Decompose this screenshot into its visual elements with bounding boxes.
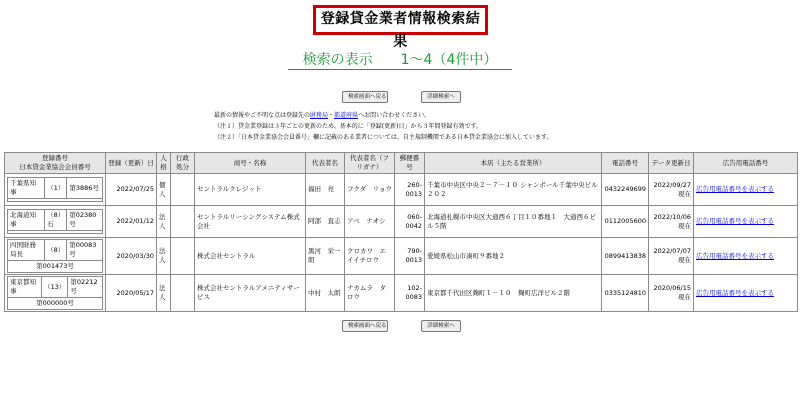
back-to-search-button-bottom[interactable]: 検索画面へ戻る: [342, 320, 388, 332]
table-row: [5, 238, 798, 275]
reg-number-cell: [5, 275, 106, 312]
admin-action: [171, 206, 195, 238]
table-row: [5, 174, 798, 206]
data-updated-date: 2022/10/06 現在: [649, 206, 694, 238]
ad-phone-cell: [694, 238, 798, 275]
header-updated: データ更新日: [649, 153, 694, 174]
ad-phone-cell: [694, 174, 798, 206]
phone-number: 0335124810: [602, 275, 649, 312]
reg-renewal: （8）: [45, 240, 67, 261]
entity-type: 法人: [157, 206, 171, 238]
reg-number-cell: [5, 174, 106, 206]
assoc-number: [8, 199, 103, 202]
header-representative: 代表者名: [306, 153, 345, 174]
company-name: 株式会社セントラル: [195, 238, 306, 275]
phone-number: 0899413838: [602, 238, 649, 275]
header-ad-phone: 広告用電話番号: [694, 153, 798, 174]
notes-line-2: （注１）貸金業登録は３年ごとの更新のため、基本的に「登録(更新)日」から３年間登録有効です。: [214, 123, 482, 130]
reg-renewal: （8）石: [45, 210, 67, 231]
header-phone: 電話番号: [602, 153, 649, 174]
head-office-address: 千葉市中央区中央２－７－１０ シャンボール千葉中央ビル２０２: [425, 174, 602, 206]
company-name: セントラルリーシングシステム株式会社: [195, 206, 306, 238]
admin-action: [171, 275, 195, 312]
data-updated-date: 2022/09/27 現在: [649, 174, 694, 206]
reg-number: 第02380号: [67, 210, 103, 231]
header-admin-action: 行政処分: [171, 153, 195, 174]
representative-kana: ナカムラ タロウ: [345, 275, 395, 312]
page-title: 登録貸金業者情報検索結果: [313, 5, 488, 35]
head-office-address: 東京都千代田区麹町１－１０ 麹町広洋ビル２階: [425, 275, 602, 312]
notes-line-1: [214, 110, 594, 121]
header-postal: 郵便番号: [395, 153, 425, 174]
reg-number: 第00083号: [67, 240, 103, 261]
detailed-search-button[interactable]: 詳細検索へ: [421, 91, 461, 103]
company-name: 株式会社セントラルアメニティサービス: [195, 275, 306, 312]
phone-number: 0432249699: [602, 174, 649, 206]
result-count-heading: 検索の表示 1～4（4件中）: [288, 52, 512, 70]
finance-bureau-link[interactable]: 財務局: [310, 112, 329, 119]
phone-number: 0112005600: [602, 206, 649, 238]
ad-phone-cell: [694, 206, 798, 238]
header-office: 本店（主たる営業所）: [425, 153, 602, 174]
assoc-number: 第001473号: [8, 261, 103, 273]
table-row: [5, 206, 798, 238]
prefecture-link[interactable]: 都道府県: [334, 112, 359, 119]
postal-code: 060-0042: [395, 206, 425, 238]
postal-code: 260-0013: [395, 174, 425, 206]
representative-kana: フクダ リョウ: [345, 174, 395, 206]
reg-authority: 東京都知事: [8, 277, 42, 298]
table-header-row: [5, 153, 798, 174]
table-row: [5, 275, 798, 312]
show-ad-phone-link[interactable]: 広告用電話番号を表示する: [696, 251, 774, 260]
header-rep-kana: 代表者名（フリガナ）: [345, 153, 395, 174]
reg-date: 2022/01/12: [106, 206, 157, 238]
notes-line-3: （注２）「日本貸金業協会会員番号」欄に記載のある業者については、自主規制機関である日本貸金業協会に加入しています。: [214, 134, 553, 141]
header-company: 商号・名称: [195, 153, 306, 174]
representative-name: 中村 太朗: [306, 275, 345, 312]
assoc-number: [8, 231, 103, 234]
reg-authority: 千葉県知事: [8, 178, 45, 199]
reg-number-cell: [5, 238, 106, 275]
notes: [214, 110, 594, 143]
ad-phone-cell: [694, 275, 798, 312]
entity-type: 個人: [157, 174, 171, 206]
data-updated-date: 2020/06/15 現在: [649, 275, 694, 312]
notes-line-1-post: へお問い合わせください。: [358, 112, 431, 119]
data-updated-date: 2022/07/07 現在: [649, 238, 694, 275]
back-to-search-button[interactable]: 検索画面へ戻る: [342, 91, 388, 103]
reg-renewal: （1）: [45, 178, 67, 199]
postal-code: 102-0083: [395, 275, 425, 312]
representative-name: 福田 亮: [306, 174, 345, 206]
head-office-address: 愛媛県松山市湊町９番地２: [425, 238, 602, 275]
show-ad-phone-link[interactable]: 広告用電話番号を表示する: [696, 288, 774, 297]
reg-date: 2022/07/25: [106, 174, 157, 206]
reg-authority: 四国財務局長: [8, 240, 45, 261]
admin-action: [171, 238, 195, 275]
head-office-address: 北海道札幌市中央区大通西６丁目１０番地１ 大通西６ビル５階: [425, 206, 602, 238]
header-entity: 人格: [157, 153, 171, 174]
notes-line-1-pre: 最新の情報やご不明な点は登録先の: [214, 112, 311, 119]
detailed-search-button-bottom[interactable]: 詳細検索へ: [421, 320, 461, 332]
header-reg-date: 登録（更新）日: [106, 153, 157, 174]
reg-date: 2020/03/30: [106, 238, 157, 275]
representative-kana: アベ ナオシ: [345, 206, 395, 238]
show-ad-phone-link[interactable]: 広告用電話番号を表示する: [696, 217, 774, 225]
entity-type: 法人: [157, 238, 171, 275]
reg-number: 第3886号: [67, 178, 103, 199]
representative-kana: クロカワ エイイチロウ: [345, 238, 395, 275]
notes-sep: ・: [328, 112, 335, 119]
admin-action: [171, 174, 195, 206]
assoc-number: 第000000号: [8, 298, 103, 310]
representative-name: 阿部 直志: [306, 206, 345, 238]
reg-renewal: （13）: [42, 277, 68, 298]
company-name: セントラルクレジット: [195, 174, 306, 206]
reg-number-cell: [5, 206, 106, 238]
reg-number: 第02212号: [68, 277, 103, 298]
results-table: [4, 152, 798, 312]
reg-authority: 北海道知事: [8, 210, 45, 231]
representative-name: 黒河 栄一朗: [306, 238, 345, 275]
reg-date: 2020/05/17: [106, 275, 157, 312]
postal-code: 790-0013: [395, 238, 425, 275]
entity-type: 法人: [157, 275, 171, 312]
header-reg-number: 登録番号 日本貸金業協会会員番号: [5, 153, 106, 174]
show-ad-phone-link[interactable]: 広告用電話番号を表示する: [696, 185, 774, 193]
